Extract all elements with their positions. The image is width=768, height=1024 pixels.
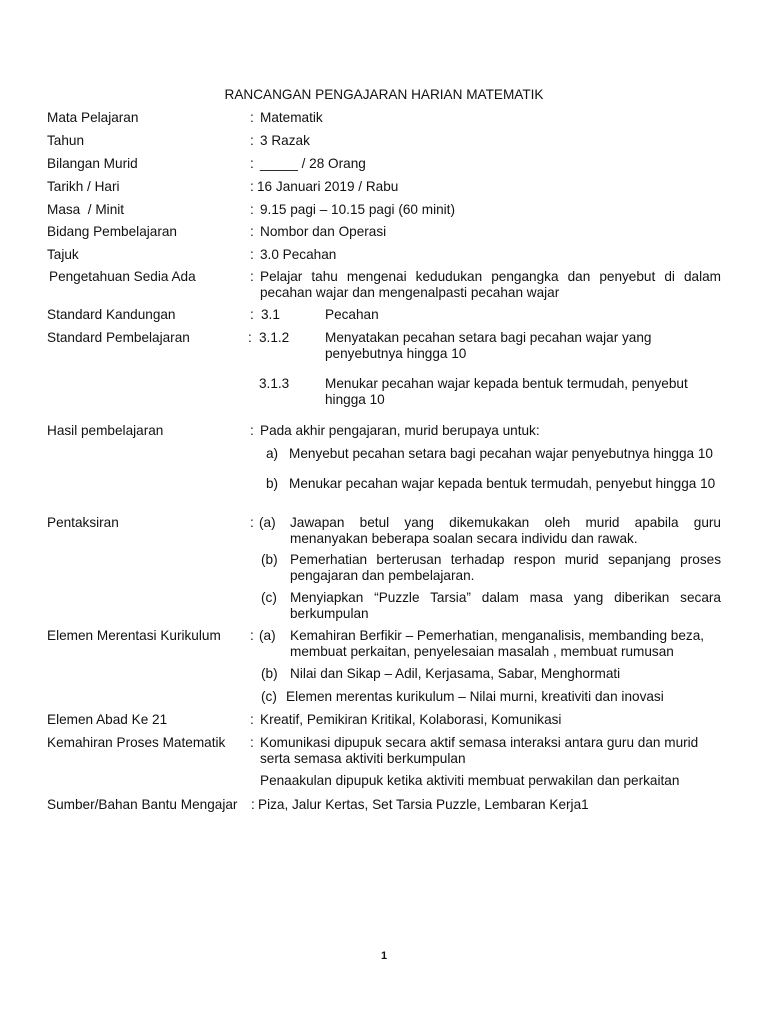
- colon: :: [248, 330, 252, 345]
- value-sumber: Piza, Jalur Kertas, Set Tarsia Puzzle, Lembaran Kerja1: [258, 797, 589, 812]
- label-pentaksiran: Pentaksiran: [47, 515, 119, 530]
- elemen-merentasi-item: Nilai dan Sikap – Adil, Kerjasama, Sabar, Menghormati: [290, 666, 621, 681]
- label-tahun: Tahun: [47, 133, 85, 148]
- list-marker: (b): [261, 666, 278, 681]
- value-standard-kandungan: Pecahan: [325, 307, 379, 322]
- label-hasil-pembelajaran: Hasil pembelajaran: [47, 423, 164, 438]
- colon: :: [250, 423, 254, 438]
- value-elemen-abad: Kreatif, Pemikiran Kritikal, Kolaborasi, Komunikasi: [260, 712, 562, 727]
- list-marker: a): [266, 446, 279, 461]
- label-bidang-pembelajaran: Bidang Pembelajaran: [47, 224, 177, 239]
- list-marker: (c): [261, 590, 277, 605]
- colon: :: [250, 179, 254, 194]
- colon: :: [250, 247, 254, 262]
- hasil-item: Menukar pecahan wajar kepada bentuk termudah, penyebut hingga 10: [289, 476, 716, 491]
- label-sumber: Sumber/Bahan Bantu Mengajar: [47, 797, 238, 812]
- code-standard-pembelajaran: 3.1.2: [259, 330, 290, 345]
- kemahiran-proses-para2: Penaakulan dipupuk ketika aktiviti membuat perwakilan dan perkaitan: [260, 773, 680, 788]
- list-marker: (a): [259, 515, 276, 530]
- text-standard-pembelajaran: Menyatakan pecahan setara bagi pecahan wajar yang penyebutnya hingga 10: [325, 330, 652, 361]
- colon: :: [250, 515, 254, 530]
- value-masa-minit: 9.15 pagi – 10.15 pagi (60 minit): [260, 202, 455, 217]
- label-standard-kandungan: Standard Kandungan: [47, 307, 176, 322]
- pentaksiran-item: Jawapan betul yang dikemukakan oleh murid apabila guru menanyakan beberapa soalan secara individu dan rawak.: [290, 515, 721, 546]
- label-tarikh-hari: Tarikh / Hari: [47, 179, 120, 194]
- colon: :: [251, 797, 255, 812]
- list-marker: (c): [261, 689, 277, 704]
- colon: :: [250, 628, 254, 643]
- colon: :: [250, 110, 254, 125]
- colon: :: [250, 735, 254, 750]
- elemen-merentasi-item: Elemen merentas kurikulum – Nilai murni, kreativiti dan inovasi: [286, 689, 664, 704]
- value-mata-pelajaran: Matematik: [260, 110, 323, 125]
- list-marker: (b): [261, 552, 278, 567]
- label-standard-pembelajaran: Standard Pembelajaran: [47, 330, 190, 345]
- code-standard-kandungan: 3.1: [261, 307, 280, 322]
- value-tarikh-hari: 16 Januari 2019 / Rabu: [257, 179, 399, 194]
- list-marker: (a): [259, 628, 276, 643]
- label-pengetahuan-sedia-ada: Pengetahuan Sedia Ada: [49, 269, 196, 284]
- value-tahun: 3 Razak: [260, 133, 310, 148]
- colon: :: [250, 224, 254, 239]
- page-number: 1: [380, 950, 388, 962]
- label-kemahiran-proses: Kemahiran Proses Matematik: [47, 735, 226, 750]
- hasil-intro: Pada akhir pengajaran, murid berupaya untuk:: [260, 423, 540, 438]
- label-masa-minit: Masa / Minit: [47, 202, 125, 217]
- colon: :: [250, 307, 254, 322]
- list-marker: b): [266, 476, 279, 491]
- label-elemen-merentasi: Elemen Merentasi Kurikulum: [47, 628, 221, 643]
- document-title: RANCANGAN PENGAJARAN HARIAN MATEMATIK: [224, 87, 544, 102]
- label-mata-pelajaran: Mata Pelajaran: [47, 110, 139, 125]
- label-tajuk: Tajuk: [47, 247, 79, 262]
- colon: :: [250, 133, 254, 148]
- hasil-item: Menyebut pecahan setara bagi pecahan wajar penyebutnya hingga 10: [289, 446, 713, 461]
- label-elemen-abad: Elemen Abad Ke 21: [47, 712, 168, 727]
- colon: :: [250, 202, 254, 217]
- colon: :: [250, 269, 254, 284]
- value-pengetahuan-sedia-ada: Pelajar tahu mengenai kedudukan pengangka dan penyebut di dalam pecahan wajar dan mengenalpasti pecahan wajar: [260, 269, 721, 300]
- text-standard-pembelajaran: Menukar pecahan wajar kepada bentuk termudah, penyebut hingga 10: [325, 376, 688, 407]
- label-bilangan-murid: Bilangan Murid: [47, 156, 138, 171]
- colon: :: [250, 156, 254, 171]
- colon: :: [250, 712, 254, 727]
- value-tajuk: 3.0 Pecahan: [260, 247, 337, 262]
- pentaksiran-item: Pemerhatian berterusan terhadap respon murid sepanjang proses pengajaran dan pembelajaran.: [290, 552, 721, 583]
- kemahiran-proses-para1: Komunikasi dipupuk secara aktif semasa interaksi antara guru dan murid serta semasa aktiviti berkumpulan: [260, 735, 699, 766]
- value-bidang-pembelajaran: Nombor dan Operasi: [260, 224, 387, 239]
- elemen-merentasi-item: Kemahiran Berfikir – Pemerhatian, menganalisis, membanding beza, membuat perkaitan, penyelesaian masalah , membuat rumusan: [290, 628, 705, 659]
- code-standard-pembelajaran: 3.1.3: [259, 376, 290, 391]
- value-bilangan-murid: _____ / 28 Orang: [260, 156, 366, 171]
- pentaksiran-item: Menyiapkan “Puzzle Tarsia” dalam masa yang diberikan secara berkumpulan: [290, 590, 721, 621]
